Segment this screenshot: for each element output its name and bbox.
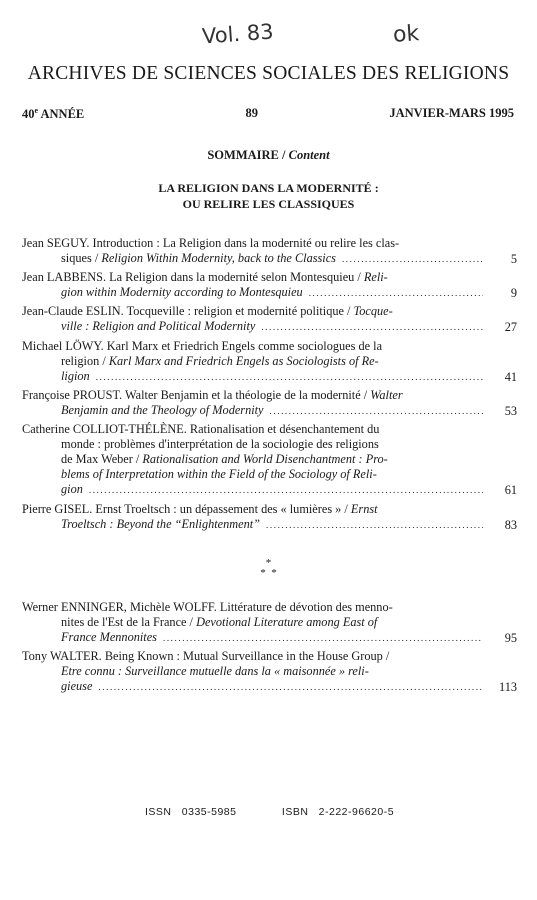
toc-title-en: ville : Religion and Political Modernity	[61, 319, 256, 334]
toc-title-en: blems of Interpretation within the Field of the Sociology of Reli-	[61, 467, 377, 482]
toc-text: Françoise PROUST. Walter Benjamin et la théologie de la modernité /	[22, 387, 371, 402]
toc-text: de Max Weber /	[61, 452, 143, 467]
toc-leader-dots	[309, 286, 483, 301]
toc-text: religion /	[61, 353, 109, 368]
toc-title-en: Etre connu : Surveillance mutuelle dans la « maisonnée » reli-	[61, 664, 369, 679]
toc-entry-line	[22, 615, 483, 630]
toc-title-en: Walter	[370, 387, 403, 402]
toc-title-en: Tocque-	[353, 304, 393, 319]
toc-entry-line	[22, 679, 483, 695]
toc-title-en: ligion	[61, 368, 90, 383]
toc-entry-line	[22, 339, 483, 354]
toc-entry	[22, 502, 517, 533]
issue-year: 40e ANNÉE	[22, 106, 85, 122]
sommaire-en: Content	[288, 148, 330, 162]
issue-line	[22, 106, 514, 122]
section-title	[0, 180, 537, 212]
toc-text: Jean LABBENS. La Religion dans la modernité selon Montesquieu /	[22, 270, 364, 285]
issue-date: JANVIER-MARS 1995	[389, 106, 514, 120]
toc-title-en: Rationalisation and World Disenchantment : Pro-	[142, 452, 388, 467]
issn: ISSN 0335-5985	[145, 806, 237, 818]
toc-title-en: France Mennonites	[61, 630, 157, 645]
toc-leader-dots	[266, 518, 483, 533]
toc-page-number: 5	[510, 252, 517, 267]
toc-title-en: gion	[61, 482, 83, 497]
toc-leader-dots	[96, 370, 483, 385]
toc-entry	[22, 304, 517, 335]
toc-entry-line	[22, 354, 483, 369]
isbn: ISBN 2-222-96620-5	[281, 806, 395, 818]
toc-title-en: Troeltsch : Beyond the “Enlightenment”	[61, 516, 261, 531]
toc-page-number: 113	[499, 680, 517, 695]
toc-entry	[22, 236, 517, 267]
section-title-line: OU RELIRE LES CLASSIQUES	[182, 197, 355, 211]
toc-entry-line	[22, 251, 483, 267]
toc-text: Michael LÖWY. Karl Marx et Friedrich Engels comme sociologues de la	[22, 338, 383, 353]
toc-leader-dots	[261, 320, 483, 335]
toc-entry-line	[22, 319, 483, 335]
toc-entry-line	[22, 664, 483, 679]
toc-entry-line	[22, 452, 483, 467]
toc-text: Pierre GISEL. Ernst Troeltsch : un dépassement des « lumières » /	[22, 501, 351, 516]
toc-entry	[22, 600, 517, 646]
issue-number: 89	[245, 106, 259, 120]
toc-leader-dots	[98, 680, 483, 695]
toc-entry-line	[22, 630, 483, 646]
footer	[145, 806, 394, 818]
toc-entry-line	[22, 236, 483, 251]
toc-page-number: 27	[504, 320, 517, 335]
toc-entry-line	[22, 369, 483, 385]
section-title-line: LA RELIGION DANS LA MODERNITÉ :	[158, 181, 379, 195]
toc-title-en: Reli-	[363, 270, 388, 285]
toc-entry-line	[22, 600, 483, 615]
journal-title: ARCHIVES DE SCIENCES SOCIALES DES RELIGIONS	[27, 63, 510, 84]
toc-title-en: Religion Within Modernity, back to the Classics	[101, 251, 336, 266]
toc-page-number: 95	[504, 631, 517, 646]
toc-text: siques /	[61, 251, 102, 266]
toc-entry-line	[22, 437, 483, 452]
toc-entry-line	[22, 403, 483, 419]
toc-text: Jean-Claude ESLIN. Tocqueville : religion et modernité politique /	[22, 304, 354, 319]
toc-leader-dots	[270, 404, 483, 419]
toc-entry-line	[22, 304, 483, 319]
toc-title-en: Benjamin and the Theology of Modernity	[61, 402, 264, 417]
toc-leader-dots	[89, 483, 483, 498]
toc-entry	[22, 649, 517, 695]
toc-entry-line	[22, 502, 483, 517]
toc-text: nites de l'Est de la France /	[61, 615, 197, 630]
toc-text: Jean SEGUY. Introduction : La Religion dans la modernité ou relire les clas-	[22, 236, 400, 250]
toc-entry-line	[22, 649, 483, 664]
toc-entry-line	[22, 517, 483, 533]
toc-entry	[22, 270, 517, 301]
toc-entry	[22, 339, 517, 385]
toc-page-number: 53	[504, 403, 517, 418]
toc-text: Werner ENNINGER, Michèle WOLFF. Littérature de dévotion des menno-	[22, 600, 393, 614]
toc-page-number: 9	[510, 286, 517, 301]
toc-title-en: gion within Modernity according to Montesquieu	[61, 285, 303, 300]
asterism-separator: * * *	[260, 557, 277, 579]
toc-title-en: gieuse	[61, 679, 93, 694]
toc-page-number: 61	[504, 483, 517, 498]
table-of-contents-extra	[22, 600, 517, 699]
sommaire-fr: SOMMAIRE	[207, 148, 279, 162]
toc-page-number: 83	[504, 517, 517, 532]
toc-entry-line	[22, 482, 483, 498]
toc-entry-line	[22, 422, 483, 437]
toc-entry-line	[22, 388, 483, 403]
table-of-contents	[22, 236, 517, 536]
toc-title-en: Devotional Literature among East of	[196, 615, 378, 630]
toc-entry-line	[22, 467, 483, 482]
year-suffix: e	[34, 106, 39, 115]
toc-entry-line	[22, 270, 483, 285]
toc-page-number: 41	[504, 369, 517, 384]
toc-entry	[22, 422, 517, 498]
toc-leader-dots	[163, 631, 483, 646]
toc-entry-line	[22, 285, 483, 301]
handwritten-volume-note: Vol. 83	[201, 19, 275, 49]
handwritten-ok-note: ok	[392, 21, 421, 48]
toc-text: Catherine COLLIOT-THÉLÈNE. Rationalisation et désenchantement du	[22, 422, 380, 437]
toc-text: Tony WALTER. Being Known : Mutual Surveillance in the House Group /	[22, 649, 390, 664]
toc-entry	[22, 388, 517, 419]
sommaire-heading: SOMMAIRE / Content	[207, 148, 330, 162]
toc-leader-dots	[342, 252, 483, 267]
toc-title-en: Karl Marx and Friedrich Engels as Sociologists of Re-	[108, 353, 379, 368]
toc-text: monde : problèmes d'interprétation de la sociologie des religions	[61, 437, 379, 452]
toc-title-en: Ernst	[350, 501, 378, 516]
